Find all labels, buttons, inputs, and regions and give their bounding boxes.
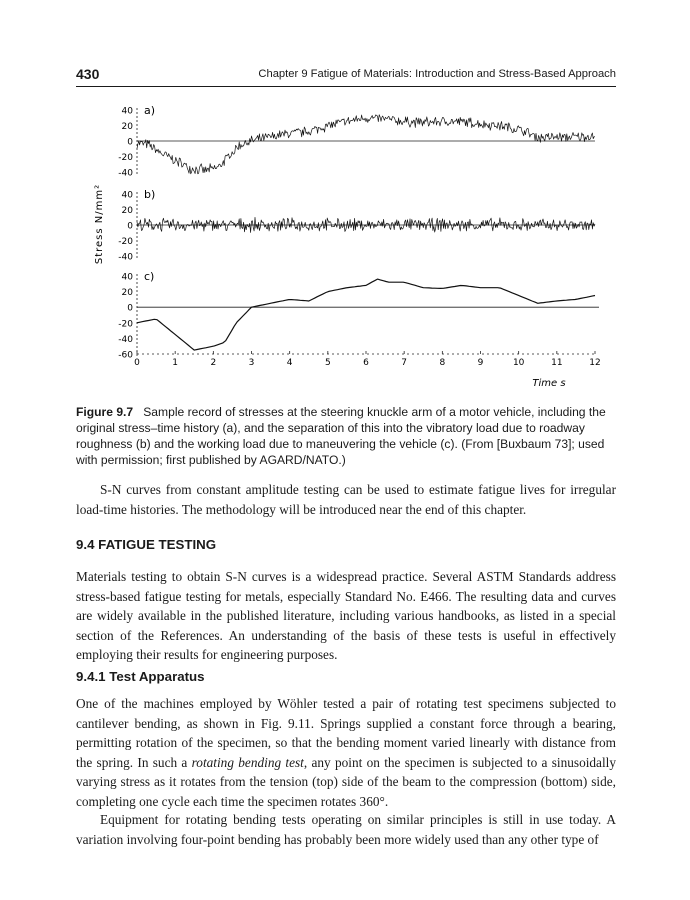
subsection-heading: 9.4.1 Test Apparatus: [76, 669, 205, 684]
panel-2-ytick-label: -20: [118, 319, 133, 330]
panel-1-ytick-label: -40: [118, 252, 133, 263]
x-tick-label: 10: [512, 358, 525, 368]
panel-2-ytick-label: 20: [121, 288, 133, 299]
paragraph-test-apparatus-part-1: One of the machines employed by Wöhler tested a pair of rotating test specimens subjected to cantilever bending, as shown in Fig. 9.11. Springs supplied a constant force through a bearing, permitting rotation of the specimen, so that the bending moment varied linearly with distance from the spring. In such a: [76, 696, 616, 770]
paragraph-test-apparatus-part-2: , any point on the specimen is subjected to a sinusoidally varying stress as it rotates from the tension (top) side of the beam to the compression (bottom) side, completing one cycle each time the specimen rotates 360°.: [76, 754, 616, 809]
panel-2-label: c): [144, 270, 155, 283]
panel-2-ytick-label: -60: [118, 350, 133, 361]
page-header: [76, 66, 616, 86]
panel-2-ytick-label: 40: [121, 272, 133, 283]
x-tick-label: 8: [439, 358, 446, 368]
running-head: Chapter 9 Fatigue of Materials: Introduction and Stress-Based Approach: [258, 68, 616, 80]
panel-0-ytick-label: -40: [118, 168, 133, 179]
panel-1-ytick-label: 20: [121, 206, 133, 216]
page-number: 430: [76, 66, 100, 82]
panel-0-ytick-label: 0: [127, 137, 133, 148]
panel-0-ytick-label: 40: [121, 106, 133, 117]
x-tick-label: 5: [324, 358, 331, 368]
y-axis-label: Stress N/mm²: [94, 183, 105, 265]
x-tick-label: 6: [363, 358, 369, 368]
paragraph-test-apparatus: [76, 694, 616, 811]
panel-1-ytick-label: 40: [121, 190, 133, 201]
panel-1-label: b): [144, 188, 156, 201]
x-axis-label: Time s: [532, 378, 566, 389]
x-tick-label: 12: [589, 358, 601, 368]
x-tick-label: 11: [551, 358, 563, 368]
figure-caption-label: Figure 9.7: [76, 405, 134, 419]
x-tick-label: 2: [210, 358, 217, 368]
x-tick-label: 9: [477, 358, 484, 368]
panel-2-ytick-label: 0: [127, 303, 133, 314]
paragraph-fatigue-testing: Materials testing to obtain S-N curves is a widespread practice. Several ASTM Standards address stress-based fatigue testing for metals, especially Standard No. E466. The resulting data and curves are widely available in the published literature, including various handbooks, as listed in a special section of the References. An understanding of the basis of these tests is useful in effectively employing their results for engineering purposes.: [76, 569, 616, 662]
stress-time-figure: [76, 96, 606, 396]
paragraph-equipment: Equipment for rotating bending tests operating on similar principles is still in use today. A variation involving four-point bending has probably been more widely used than any other type of: [76, 812, 616, 847]
paragraph-test-apparatus-emphasis: rotating bending test: [191, 754, 304, 770]
header-rule: [76, 86, 616, 87]
x-tick-label: 0: [134, 358, 140, 368]
panel-2-series-line: [137, 279, 595, 350]
panel-0-ytick-label: 20: [121, 122, 133, 132]
x-tick-label: 1: [172, 358, 179, 368]
x-tick-label: 4: [286, 358, 293, 368]
x-tick-label: 3: [248, 358, 255, 368]
panel-0-series-line: [137, 115, 595, 174]
panel-2-ytick-label: -40: [118, 334, 133, 345]
x-tick-label: 7: [401, 358, 408, 368]
panel-1-ytick-label: 0: [127, 221, 133, 232]
panel-0-label: a): [144, 104, 156, 117]
figure-caption-text: Sample record of stresses at the steering knuckle arm of a motor vehicle, including the original stress–time history (a), and the separation of this into the vibratory load due to roadway roughness (b) and the working load due to maneuvering the vehicle (c). (From [Buxbaum 73]; used with permission; first published by AGARD/NATO.): [76, 405, 606, 467]
paragraph-intro: S-N curves from constant amplitude testing can be used to estimate fatigue lives for irregular load-time histories. The methodology will be introduced near the end of this chapter.: [76, 482, 616, 517]
panel-0-ytick-label: -20: [118, 153, 133, 163]
panel-1-ytick-label: -20: [118, 237, 133, 247]
figure-caption: [76, 404, 621, 468]
section-heading: 9.4 FATIGUE TESTING: [76, 537, 217, 552]
